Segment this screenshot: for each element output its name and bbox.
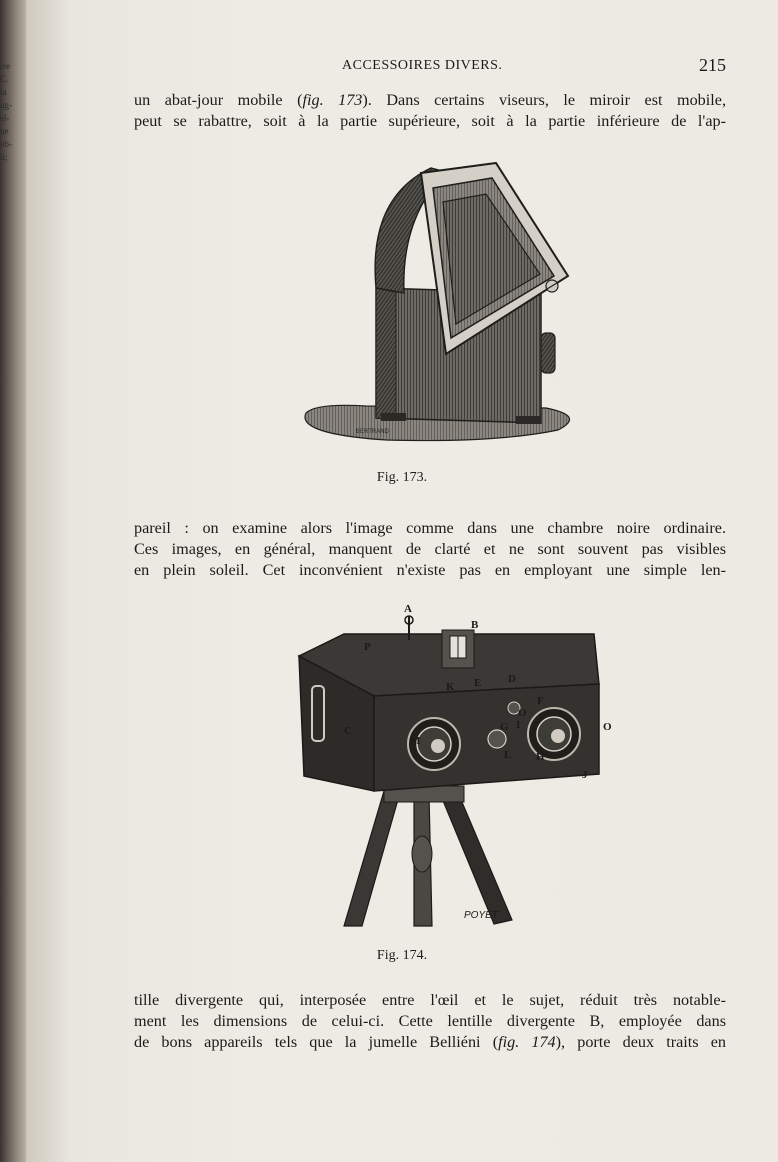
facing-fragment: ne — [0, 126, 9, 136]
figure-reference: fig. 173 — [302, 91, 363, 109]
label-E: E — [474, 677, 482, 689]
text-run: ), porte deux traits en — [555, 1033, 727, 1051]
label-G: G — [500, 721, 509, 733]
label-I: I — [516, 719, 521, 731]
text-run: ). Dans certains viseurs, le miroir est mobile, — [362, 91, 727, 109]
label-K: K — [446, 681, 455, 693]
label-P: P — [364, 641, 371, 653]
text-line: peut se rabattre, soit à la partie supérieure, soit à la partie inférieure de l'ap- — [134, 112, 726, 130]
text-line — [134, 90, 726, 111]
facing-fragment: el- — [0, 113, 10, 123]
facing-page-edge-text — [0, 60, 16, 240]
label-D: D — [508, 673, 516, 685]
text-line: en plein soleil. Cet inconvénient n'existe pas en employant une simple len- — [134, 561, 726, 579]
figure-174-caption: Fig. 174. — [376, 948, 428, 963]
label-J: J — [582, 769, 588, 781]
facing-fragment: C. — [0, 74, 9, 84]
label-B: B — [471, 619, 479, 631]
engraver-signature: POYET — [464, 910, 498, 921]
figure-173-viewfinder-illustration — [296, 158, 576, 450]
facing-fragment: la — [0, 87, 7, 97]
label-F: F — [537, 695, 544, 707]
text-line: tille divergente qui, interposée entre l'œil et le sujet, réduit très notable- — [134, 991, 726, 1009]
text-run: de bons appareils tels que la jumelle Belliéni ( — [134, 1033, 499, 1051]
book-page — [26, 0, 778, 1162]
text-run: un abat-jour mobile ( — [134, 91, 303, 109]
page-number: 215 — [699, 55, 726, 75]
text-line: ment les dimensions de celui-ci. Cette lentille divergente B, employée dans — [134, 1012, 726, 1030]
paragraph-1 — [134, 90, 726, 132]
paragraph-2 — [134, 518, 726, 581]
facing-fragment: ug- — [0, 100, 12, 110]
label-A: A — [404, 603, 412, 615]
text-line — [134, 1032, 726, 1053]
facing-fragment: rre — [0, 61, 10, 71]
label-O-small: O — [518, 707, 527, 719]
running-title: ACCESSOIRES DIVERS. — [342, 58, 503, 73]
text-line: pareil : on examine alors l'image comme dans une chambre noire ordinaire. — [134, 519, 726, 537]
label-O: O — [603, 721, 612, 733]
facing-fragment: ob- — [0, 139, 12, 149]
text-line: Ces images, en général, manquent de clarté et ne sont souvent pas visibles — [134, 540, 726, 558]
label-H: H — [536, 751, 545, 763]
figure-173-caption: Fig. 173. — [376, 470, 428, 485]
label-M: M — [410, 735, 421, 747]
paragraph-3 — [134, 990, 726, 1053]
facing-fragment: li; — [0, 152, 8, 162]
page-header — [26, 55, 778, 80]
engraver-signature: BERTRAND — [356, 429, 389, 435]
label-L: L — [504, 749, 512, 761]
figure-reference: fig. 174 — [498, 1033, 556, 1051]
figure-174-stereo-camera-illustration — [264, 603, 612, 936]
label-C: C — [344, 725, 352, 737]
